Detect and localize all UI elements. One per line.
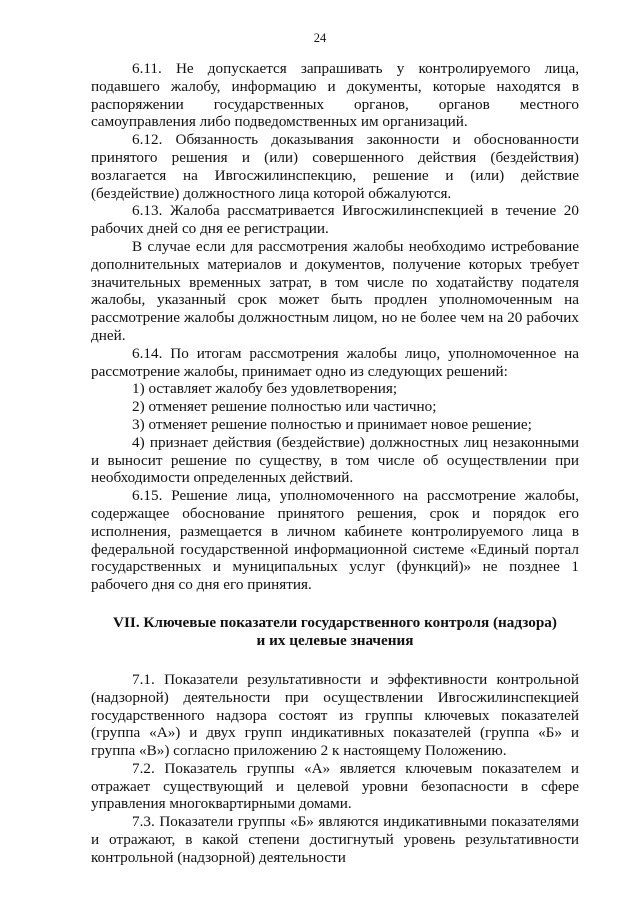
paragraph-6-14: 6.14. По итогам рассмотрения жалобы лицо, уполномоченное на рассмотрение жалобы, принимает одно из следующих решений: [91,344,579,380]
paragraph-7-3: 7.3. Показатели группы «Б» являются индикативными показателями и отражают, в какой степени достигнутый уровень результативности контрольной (надзорной) деятельности [91,813,579,866]
section-7-heading-line-1: VII. Ключевые показатели государственного контроля (надзора) [113,613,557,631]
decision-item-2: 2) отменяет решение полностью или частично; [132,398,437,416]
decision-item-3: 3) отменяет решение полностью и принимает новое решение; [132,415,532,433]
paragraph-7-1: 7.1. Показатели результативности и эффективности контрольной (надзорной) деятельности при осуществлении Ивгосжилинспекцией государственного надзора состоят из группы ключевых показателей (группа «А») и двух групп индикативных показателей (группа «Б» и группа «В») согласно приложению 2 к настоящему Положению. [91,670,579,760]
paragraph-6-13: 6.13. Жалоба рассматривается Ивгосжилинспекцией в течение 20 рабочих дней со дня ее регистрации. [91,202,579,238]
paragraph-7-2: 7.2. Показатель группы «А» является ключевым показателем и отражает существующий и целевой уровни безопасности в сфере управления многоквартирными домами. [91,759,579,813]
page-number: 24 [313,31,327,45]
section-7-heading-line-2: и их целевые значения [256,632,414,650]
paragraph-6-13-extension: В случае если для рассмотрения жалобы необходимо истребование дополнительных материалов и документов, получение которых требует значительных временных затрат, в том числе по ходатайству подателя жалобы, указанный срок может быть продлен уполномоченным на рассмотрение жалобы должностным лицом, но не более чем на 20 рабочих дней. [91,237,579,344]
decision-item-4: 4) признает действия (бездействие) должностных лиц незаконными и выносит решение по существу, в том числе об осуществлении при необходимости определенных действий. [91,433,579,487]
document-body [91,60,579,867]
paragraph-6-12: 6.12. Обязанность доказывания законности и обоснованности принятого решения и (или) совершенного действия (бездействия) возлагается на Ивгосжилинспекцию, решение и (или) действие (бездействие) должностного лица которой обжалуются. [91,131,579,202]
section-7-heading [91,614,579,651]
decision-item-1: 1) оставляет жалобу без удовлетворения; [132,380,398,398]
paragraph-6-15: 6.15. Решение лица, уполномоченного на рассмотрение жалобы, содержащее обоснование принятого решения, срок и порядок его исполнения, размещается в личном кабинете контролируемого лица в федеральной государственной информационной системе «Единый портал государственных и муниципальных услуг (функций)» не позднее 1 рабочего дня со дня его принятия. [91,487,579,594]
paragraph-6-11: 6.11. Не допускается запрашивать у контролируемого лица, подавшего жалобу, информацию и документы, которые находятся в распоряжении государственных органов, органов местного самоуправления либо подведомственных им организаций. [91,60,579,131]
